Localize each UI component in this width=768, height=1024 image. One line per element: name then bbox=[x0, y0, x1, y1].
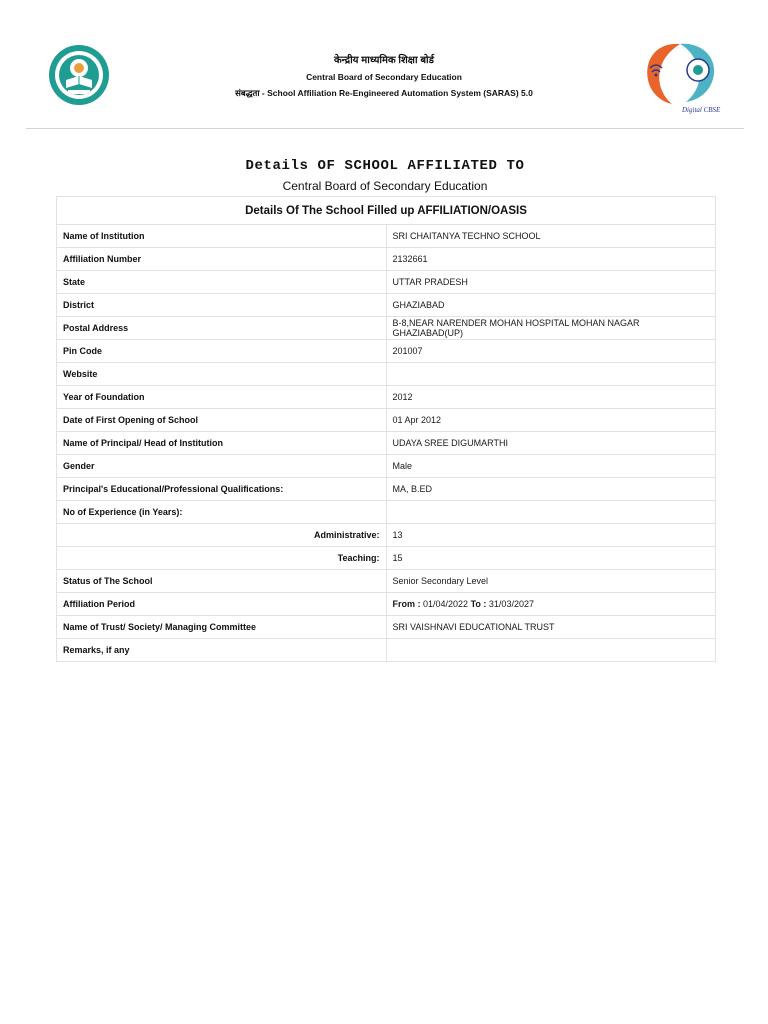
table-row bbox=[57, 501, 716, 524]
table-row bbox=[57, 524, 716, 547]
row-value: UTTAR PRADESH bbox=[386, 271, 716, 294]
row-label: Status of The School bbox=[57, 570, 387, 593]
row-label: No of Experience (in Years): bbox=[57, 501, 387, 524]
table-row bbox=[57, 409, 716, 432]
row-value: MA, B.ED bbox=[386, 478, 716, 501]
row-value: 2012 bbox=[386, 386, 716, 409]
document-title: Details OF SCHOOL AFFILIATED TO bbox=[245, 158, 525, 174]
table-row bbox=[57, 639, 716, 662]
table-row bbox=[57, 547, 716, 570]
row-value: 15 bbox=[386, 547, 716, 570]
table-heading: Details Of The School Filled up AFFILIATION/OASIS bbox=[57, 197, 716, 225]
row-value: UDAYA SREE DIGUMARTHI bbox=[386, 432, 716, 455]
table-row bbox=[57, 386, 716, 409]
row-label: Name of Institution bbox=[57, 225, 387, 248]
table-row bbox=[57, 317, 716, 340]
cbse-emblem-icon bbox=[48, 44, 110, 106]
row-label: Date of First Opening of School bbox=[57, 409, 387, 432]
row-label: Remarks, if any bbox=[57, 639, 387, 662]
hindi-board-name: केन्द्रीय माध्यमिक शिक्षा बोर्ड bbox=[334, 55, 434, 66]
row-value: 2132661 bbox=[386, 248, 716, 271]
row-label: Teaching: bbox=[57, 547, 387, 570]
row-value: Senior Secondary Level bbox=[386, 570, 716, 593]
row-label: Postal Address bbox=[57, 317, 387, 340]
affiliation-period-value bbox=[386, 593, 716, 616]
table-row bbox=[57, 294, 716, 317]
row-label: Name of Trust/ Society/ Managing Committee bbox=[57, 616, 387, 639]
table-row bbox=[57, 340, 716, 363]
row-label: Year of Foundation bbox=[57, 386, 387, 409]
row-label: Affiliation Number bbox=[57, 248, 387, 271]
table-row bbox=[57, 478, 716, 501]
school-details-table bbox=[56, 196, 716, 662]
saras-line: संबद्धता - School Affiliation Re-Engineered Automation System (SARAS) 5.0 bbox=[235, 88, 533, 98]
row-value: SRI VAISHNAVI EDUCATIONAL TRUST bbox=[386, 616, 716, 639]
header-text bbox=[150, 54, 618, 100]
table-row bbox=[57, 455, 716, 478]
document-subtitle: Central Board of Secondary Education bbox=[282, 179, 488, 193]
table-row bbox=[57, 570, 716, 593]
table-row bbox=[57, 271, 716, 294]
row-value: 13 bbox=[386, 524, 716, 547]
row-value: 01 Apr 2012 bbox=[386, 409, 716, 432]
table-row bbox=[57, 432, 716, 455]
row-value bbox=[386, 639, 716, 662]
table-row bbox=[57, 616, 716, 639]
row-value bbox=[386, 501, 716, 524]
from-date: 01/04/2022 bbox=[423, 599, 469, 609]
to-date: 31/03/2027 bbox=[488, 599, 534, 609]
row-value: GHAZIABAD bbox=[386, 294, 716, 317]
row-label: Administrative: bbox=[57, 524, 387, 547]
row-label: Principal's Educational/Professional Qualifications: bbox=[57, 478, 387, 501]
from-label: From : bbox=[392, 599, 421, 609]
row-value: B-8,NEAR NARENDER MOHAN HOSPITAL MOHAN NAGAR GHAZIABAD(UP) bbox=[386, 317, 716, 340]
table-row bbox=[57, 593, 716, 616]
row-label: Affiliation Period bbox=[57, 593, 387, 616]
header-divider bbox=[26, 128, 744, 129]
row-value: SRI CHAITANYA TECHNO SCHOOL bbox=[386, 225, 716, 248]
table-row bbox=[57, 225, 716, 248]
page-header bbox=[0, 0, 768, 128]
digital-cbse-text: Digital CBSE bbox=[682, 106, 721, 114]
row-label: Website bbox=[57, 363, 387, 386]
row-label: District bbox=[57, 294, 387, 317]
row-label: Gender bbox=[57, 455, 387, 478]
table-row bbox=[57, 248, 716, 271]
row-label: Name of Principal/ Head of Institution bbox=[57, 432, 387, 455]
row-value: Male bbox=[386, 455, 716, 478]
row-value: 201007 bbox=[386, 340, 716, 363]
table-heading-row bbox=[57, 197, 716, 225]
row-value bbox=[386, 363, 716, 386]
row-label: Pin Code bbox=[57, 340, 387, 363]
to-label: To : bbox=[470, 599, 487, 609]
digital-cbse-logo-icon bbox=[636, 38, 722, 116]
board-name: Central Board of Secondary Education bbox=[306, 72, 462, 82]
table-row bbox=[57, 363, 716, 386]
row-label: State bbox=[57, 271, 387, 294]
